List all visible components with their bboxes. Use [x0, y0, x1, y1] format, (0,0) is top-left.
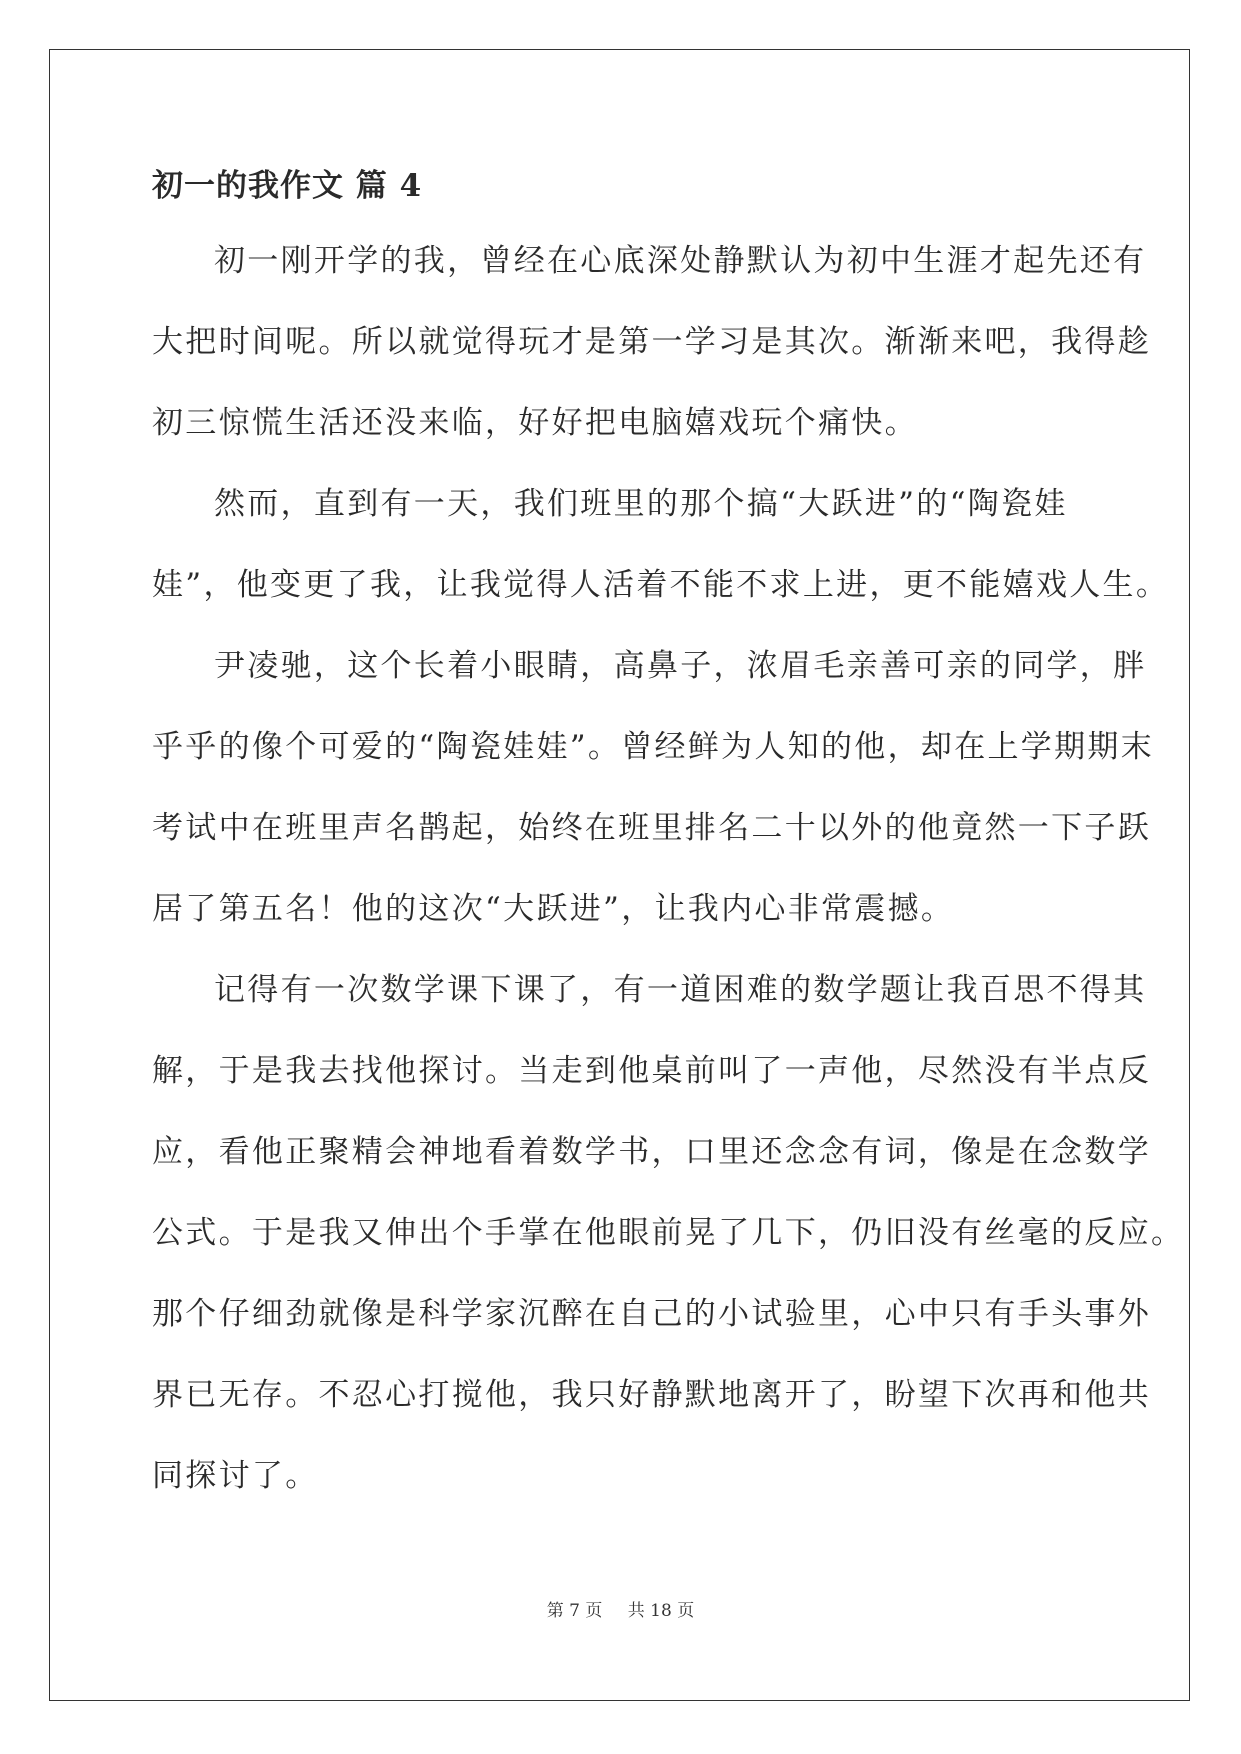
text-line: 大把时间呢。所以就觉得玩才是第一学习是其次。渐渐来吧，我得趁	[152, 324, 1151, 360]
text-line: 乎乎的像个可爱的“陶瓷娃娃”。曾经鲜为人知的他，却在上学期期末	[152, 729, 1154, 765]
text-line: 初三惊慌生活还没来临，好好把电脑嬉戏玩个痛快。	[152, 405, 918, 441]
text-line: 公式。于是我又伸出个手掌在他眼前晃了几下，仍旧没有丝毫的反应。	[152, 1215, 1185, 1251]
document-heading: 初一的我作文 篇 4	[152, 168, 423, 204]
text-line: 解，于是我去找他探讨。当走到他桌前叫了一声他，尽然没有半点反	[152, 1053, 1151, 1089]
text-line: 同探讨了。	[152, 1458, 319, 1494]
text-line: 居了第五名！他的这次“大跃进”，让我内心非常震撼。	[152, 891, 955, 927]
text-line: 初一刚开学的我，曾经在心底深处静默认为初中生涯才起先还有	[214, 243, 1147, 279]
text-line: 娃”，他变更了我，让我觉得人活着不能不求上进，更不能嬉戏人生。	[152, 567, 1170, 603]
text-line: 考试中在班里声名鹊起，始终在班里排名二十以外的他竟然一下子跃	[152, 810, 1151, 846]
page-footer	[0, 1600, 1241, 1622]
text-line: 界已无存。不忍心打搅他，我只好静默地离开了，盼望下次再和他共	[152, 1377, 1151, 1413]
document-body	[152, 162, 1185, 1537]
text-line: 那个仔细劲就像是科学家沉醉在自己的小试验里，心中只有手头事外	[152, 1296, 1151, 1332]
paragraph-list	[152, 241, 1185, 1496]
text-line: 应，看他正聚精会神地看着数学书，口里还念念有词，像是在念数学	[152, 1134, 1151, 1170]
text-line: 然而，直到有一天，我们班里的那个搞“大跃进”的“陶瓷娃	[214, 486, 1068, 522]
text-line: 记得有一次数学课下课了，有一道困难的数学题让我百思不得其	[214, 972, 1147, 1008]
text-line: 尹凌驰，这个长着小眼睛，高鼻子，浓眉毛亲善可亲的同学，胖	[214, 648, 1147, 684]
page-total: 共 18 页	[627, 1601, 695, 1621]
page-number: 第 7 页	[546, 1601, 603, 1621]
